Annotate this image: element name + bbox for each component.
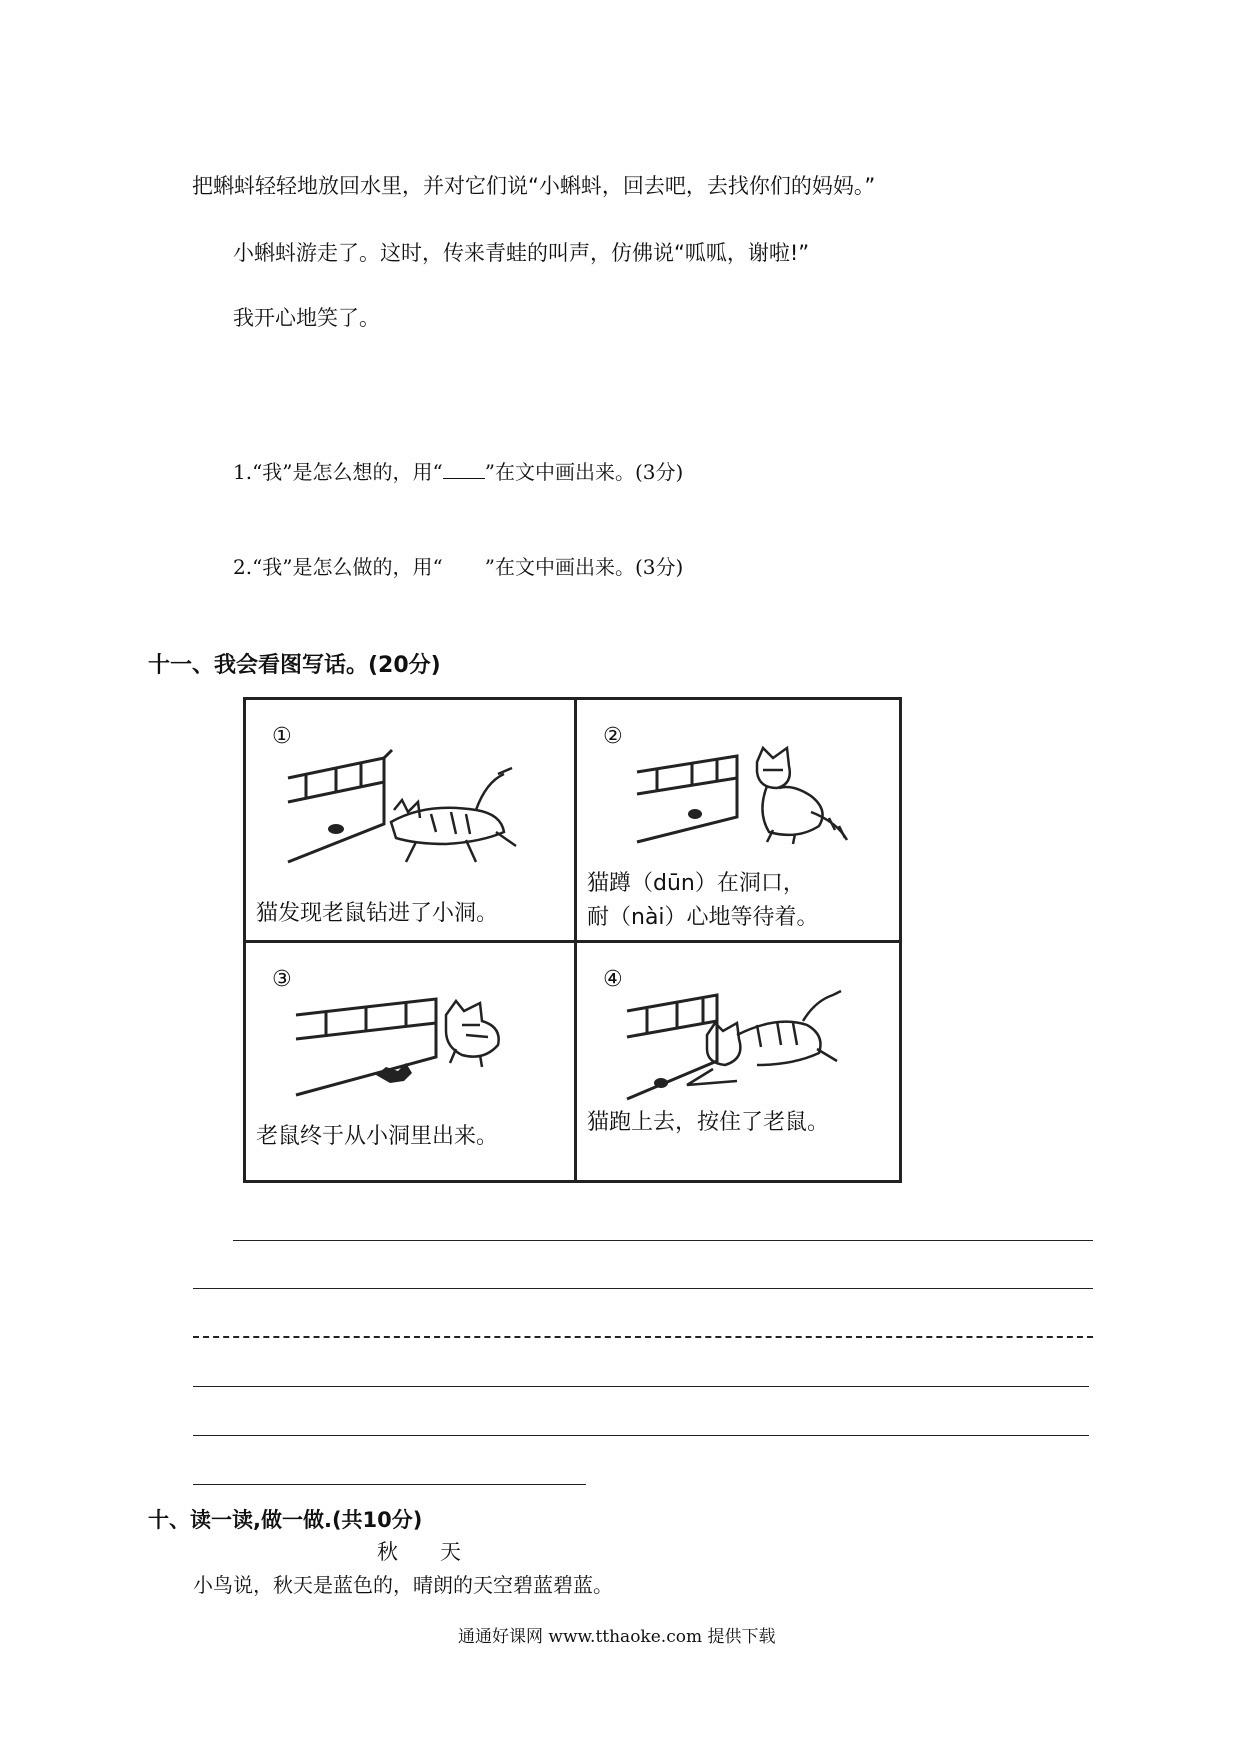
panel-number: ①: [272, 724, 292, 749]
panel-caption: 猫跑上去，按住了老鼠。: [587, 1110, 830, 1135]
picture-grid: [243, 697, 902, 1183]
panel-4: [577, 943, 905, 1183]
panel-1: [246, 700, 574, 940]
writing-line: [233, 1240, 1093, 1241]
panel-number: ④: [603, 967, 623, 992]
question-2: [233, 551, 683, 580]
panel-caption: 猫发现老鼠钻进了小洞。: [256, 901, 499, 926]
panel-2: [577, 700, 905, 940]
writing-line: [193, 1435, 1089, 1436]
writing-line-dashed: [193, 1336, 1093, 1338]
writing-line: [193, 1288, 1093, 1289]
section-11-title: 十一、我会看图写话。(20分): [148, 653, 441, 678]
cat-waiting-illustration: [597, 722, 887, 872]
poem-title: 秋 天: [377, 1540, 461, 1564]
passage-line-1: 把蝌蚪轻轻地放回水里，并对它们说“小蝌蚪，回去吧，去找你们的妈妈。”: [192, 174, 876, 198]
cat-catching-mouse-illustration: [597, 965, 887, 1115]
question-1-post: ”在文中画出来。(3分): [484, 460, 684, 484]
poem-line-1: 小鸟说，秋天是蓝色的，晴朗的天空碧蓝碧蓝。: [193, 1573, 613, 1597]
panel-caption-line-1: 猫蹲（dūn）在洞口，: [587, 871, 805, 896]
panel-caption: 老鼠终于从小洞里出来。: [256, 1124, 499, 1149]
writing-line: [193, 1386, 1089, 1387]
question-1: [233, 456, 683, 485]
panel-caption-line-2: 耐（nài）心地等待着。: [587, 905, 819, 930]
mouse-coming-out-illustration: [266, 965, 556, 1115]
passage-line-2: 小蝌蚪游走了。这时，传来青蛙的叫声，仿佛说“呱呱，谢啦!”: [233, 241, 810, 265]
writing-line-short: [193, 1484, 586, 1485]
passage-line-3: 我开心地笑了。: [233, 306, 380, 330]
panel-3: [246, 943, 574, 1183]
underline-sample: [443, 460, 485, 479]
section-10-title: 十、读一读,做一做.(共10分): [148, 1508, 423, 1532]
footer-text: 通通好课网 www.tthaoke.com 提供下载: [458, 1627, 776, 1647]
question-2-post: ”在文中画出来。(3分): [484, 555, 684, 579]
cat-chasing-mouse-illustration: [266, 722, 556, 892]
question-2-pre: 2.“我”是怎么做的，用“: [233, 555, 443, 579]
panel-number: ②: [603, 724, 623, 749]
question-1-pre: 1.“我”是怎么想的，用“: [233, 460, 443, 484]
panel-number: ③: [272, 967, 292, 992]
